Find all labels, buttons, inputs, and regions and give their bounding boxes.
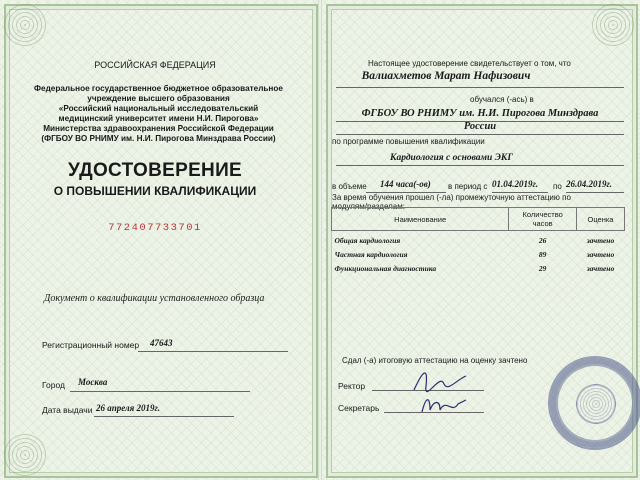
org-line: (ФГБОУ ВО РНИМУ им. Н.И. Пирогова Минздрава России) xyxy=(41,134,276,143)
issue-date-line xyxy=(94,416,234,417)
table-row xyxy=(332,245,625,259)
city-line xyxy=(70,391,250,392)
module-name: Частная кардиология xyxy=(334,250,408,259)
table-row xyxy=(332,259,625,273)
institution-line-1: ФГБОУ ВО РНИМУ им. Н.И. Пирогова Минздрава xyxy=(361,108,599,119)
corner-ornament xyxy=(2,2,48,48)
org-line: медицинский университет имени Н.И. Пирогова» xyxy=(58,114,259,123)
final-attestation: Сдал (-а) итоговую аттестацию на оценку зачтено xyxy=(342,356,528,365)
period-from: 01.04.2019г. xyxy=(492,179,538,189)
header-hours: Количество часов xyxy=(509,208,577,231)
document-type: Документ о квалификации установленного образца xyxy=(44,293,265,304)
module-hours: 29 xyxy=(538,264,547,273)
certificate-title: УДОСТОВЕРЕНИЕ xyxy=(67,160,243,181)
attestation-line-2: модулям/разделам: xyxy=(332,202,405,211)
institution-line-2: России xyxy=(463,121,497,132)
program-name: Кардиология с основами ЭКГ xyxy=(390,153,514,163)
modules-table xyxy=(331,207,625,273)
corner-ornament xyxy=(2,432,48,478)
rector-label: Ректор xyxy=(338,381,366,391)
period-to: 26.04.2019г. xyxy=(566,179,612,189)
official-seal xyxy=(548,356,640,450)
issue-date-label: Дата выдачи xyxy=(42,405,93,415)
studied-label: обучался (-ась) в xyxy=(470,95,534,104)
table-row xyxy=(332,231,625,246)
registration-label: Регистрационный номер xyxy=(42,340,140,350)
module-hours: 89 xyxy=(538,250,547,259)
period-label: в период с xyxy=(448,182,488,191)
name-line xyxy=(336,87,624,88)
corner-ornament xyxy=(590,2,636,48)
certificate-subtitle: О ПОВЫШЕНИИ КВАЛИФИКАЦИИ xyxy=(53,184,257,198)
org-line: учреждение высшего образования xyxy=(87,94,230,103)
volume-label: в объеме xyxy=(332,182,367,191)
org-line: «Российский национальный исследовательский xyxy=(58,104,259,113)
module-name: Функциональная диагностика xyxy=(334,264,437,273)
holder-name: Валиахметов Марат Нафизович xyxy=(361,70,531,82)
module-grade: зачтено xyxy=(586,264,615,273)
serial-number: 772407733701 xyxy=(108,222,202,234)
volume-value: 144 часа(-ов) xyxy=(380,179,431,189)
module-grade: зачтено xyxy=(586,250,615,259)
period-to-label: по xyxy=(553,182,562,191)
intro-text: Настоящее удостоверение свидетельствует о том, что xyxy=(368,59,571,68)
module-grade: зачтено xyxy=(586,236,615,245)
org-line: Федеральное государственное бюджетное образовательное xyxy=(34,84,283,93)
issue-date-value: 26 апреля 2019г. xyxy=(96,403,160,413)
country-label: РОССИЙСКАЯ ФЕДЕРАЦИЯ xyxy=(94,60,216,70)
program-label: по программе повышения квалификации xyxy=(332,137,485,146)
seal-emblem xyxy=(576,384,616,424)
secretary-signature xyxy=(418,392,470,418)
module-name: Общая кардиология xyxy=(334,236,401,245)
program-line xyxy=(336,165,624,166)
table-header-row xyxy=(332,208,625,231)
attestation-line-1: За время обучения прошел (-ла) промежуточную аттестацию по xyxy=(332,193,571,202)
org-line: Министерства здравоохранения Российской Федерации xyxy=(43,124,274,133)
page-fold xyxy=(318,0,322,480)
secretary-label: Секретарь xyxy=(338,403,380,413)
city-label: Город xyxy=(42,380,65,390)
to-line xyxy=(566,192,624,193)
registration-number: 47643 xyxy=(150,338,173,348)
city-value: Москва xyxy=(78,377,108,387)
module-hours: 26 xyxy=(538,236,547,245)
registration-line xyxy=(138,351,288,352)
header-name: Наименование xyxy=(332,208,509,231)
header-grade: Оценка xyxy=(576,208,624,231)
organization-block xyxy=(16,84,301,144)
institution-line xyxy=(336,134,624,135)
